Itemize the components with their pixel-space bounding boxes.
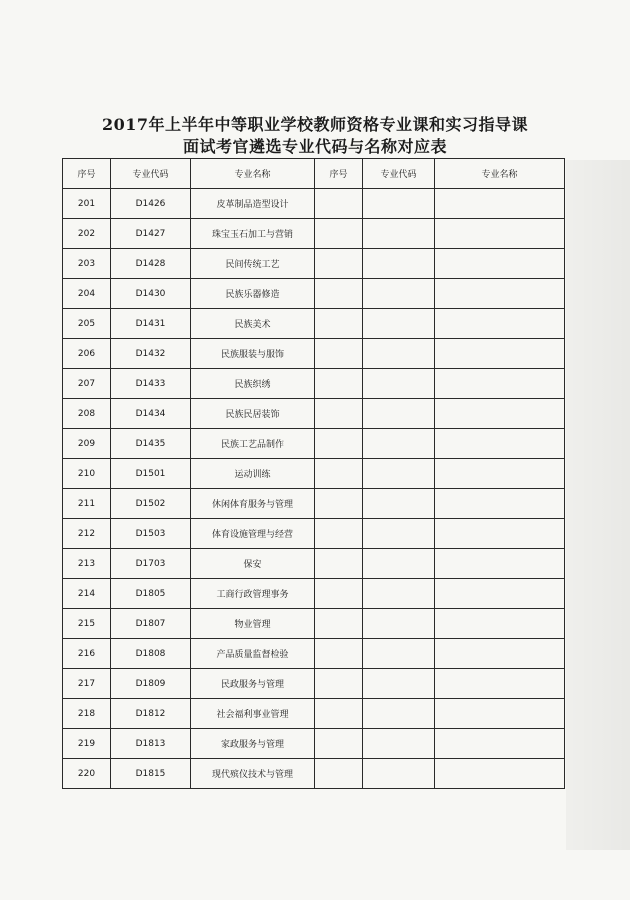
row-no: 217 [63, 669, 111, 699]
table-row [63, 519, 565, 549]
row-no: 205 [63, 309, 111, 339]
row-name: 珠宝玉石加工与营销 [191, 219, 315, 249]
row-name: 现代殡仪技术与管理 [191, 759, 315, 789]
table-row [63, 189, 565, 219]
row-name-right [435, 699, 565, 729]
row-code: D1426 [111, 189, 191, 219]
row-no-right [315, 399, 363, 429]
row-name-right [435, 519, 565, 549]
row-no-right [315, 519, 363, 549]
table-row [63, 609, 565, 639]
table-row [63, 429, 565, 459]
row-name: 皮革制品造型设计 [191, 189, 315, 219]
row-code-right [363, 549, 435, 579]
row-name-right [435, 279, 565, 309]
row-no: 218 [63, 699, 111, 729]
row-code: D1808 [111, 639, 191, 669]
row-code-right [363, 189, 435, 219]
row-no-right [315, 429, 363, 459]
row-no: 203 [63, 249, 111, 279]
document-title-line2: 面试考官遴选专业代码与名称对应表 [182, 137, 447, 156]
row-code: D1433 [111, 369, 191, 399]
row-name: 民政服务与管理 [191, 669, 315, 699]
table-header-row [63, 159, 565, 189]
header-code: 专业代码 [111, 159, 191, 189]
row-no-right [315, 219, 363, 249]
row-no-right [315, 579, 363, 609]
row-no-right [315, 759, 363, 789]
row-no-right [315, 699, 363, 729]
row-name-right [435, 459, 565, 489]
row-name-right [435, 549, 565, 579]
row-name: 工商行政管理事务 [191, 579, 315, 609]
row-name-right [435, 429, 565, 459]
row-name-right [435, 189, 565, 219]
row-code-right [363, 249, 435, 279]
row-no: 209 [63, 429, 111, 459]
row-name: 体育设施管理与经营 [191, 519, 315, 549]
row-no: 211 [63, 489, 111, 519]
row-code: D1428 [111, 249, 191, 279]
table-row [63, 369, 565, 399]
row-no: 220 [63, 759, 111, 789]
row-no-right [315, 459, 363, 489]
row-code-right [363, 219, 435, 249]
row-code: D1812 [111, 699, 191, 729]
code-name-table [62, 158, 565, 789]
row-code: D1501 [111, 459, 191, 489]
row-name-right [435, 219, 565, 249]
row-name: 物业管理 [191, 609, 315, 639]
row-name: 保安 [191, 549, 315, 579]
row-no-right [315, 279, 363, 309]
table-row [63, 579, 565, 609]
row-no-right [315, 639, 363, 669]
row-name-right [435, 309, 565, 339]
row-no: 201 [63, 189, 111, 219]
row-name: 民族民居装饰 [191, 399, 315, 429]
row-code-right [363, 579, 435, 609]
row-name-right [435, 489, 565, 519]
table-row [63, 549, 565, 579]
row-no: 204 [63, 279, 111, 309]
row-name-right [435, 669, 565, 699]
row-code: D1430 [111, 279, 191, 309]
row-no: 216 [63, 639, 111, 669]
row-name: 民族乐器修造 [191, 279, 315, 309]
row-code-right [363, 279, 435, 309]
row-name: 社会福利事业管理 [191, 699, 315, 729]
row-name-right [435, 639, 565, 669]
table-row [63, 669, 565, 699]
row-code-right [363, 459, 435, 489]
row-name-right [435, 339, 565, 369]
row-code-right [363, 639, 435, 669]
table-row [63, 489, 565, 519]
row-name-right [435, 729, 565, 759]
row-name: 民族工艺品制作 [191, 429, 315, 459]
header-no-right: 序号 [315, 159, 363, 189]
row-no: 208 [63, 399, 111, 429]
row-code-right [363, 699, 435, 729]
row-code: D1427 [111, 219, 191, 249]
row-name-right [435, 399, 565, 429]
row-code: D1434 [111, 399, 191, 429]
table-row [63, 399, 565, 429]
row-no: 214 [63, 579, 111, 609]
row-name: 民间传统工艺 [191, 249, 315, 279]
row-no: 212 [63, 519, 111, 549]
table-row [63, 729, 565, 759]
table-row [63, 249, 565, 279]
row-code-right [363, 369, 435, 399]
row-no: 210 [63, 459, 111, 489]
row-code-right [363, 489, 435, 519]
header-code-right: 专业代码 [363, 159, 435, 189]
row-code: D1815 [111, 759, 191, 789]
table-row [63, 219, 565, 249]
row-code-right [363, 669, 435, 699]
row-code: D1431 [111, 309, 191, 339]
row-no: 213 [63, 549, 111, 579]
row-name-right [435, 369, 565, 399]
header-name-right: 专业名称 [435, 159, 565, 189]
row-name: 家政服务与管理 [191, 729, 315, 759]
row-no: 219 [63, 729, 111, 759]
row-code: D1703 [111, 549, 191, 579]
row-code-right [363, 309, 435, 339]
table-row [63, 459, 565, 489]
row-code-right [363, 399, 435, 429]
row-code-right [363, 519, 435, 549]
row-name: 民族美术 [191, 309, 315, 339]
row-no: 207 [63, 369, 111, 399]
header-name: 专业名称 [191, 159, 315, 189]
row-name-right [435, 249, 565, 279]
row-code: D1813 [111, 729, 191, 759]
row-no-right [315, 669, 363, 699]
row-name: 民族服装与服饰 [191, 339, 315, 369]
row-no: 215 [63, 609, 111, 639]
row-no-right [315, 339, 363, 369]
row-code-right [363, 339, 435, 369]
row-name: 产品质量监督检验 [191, 639, 315, 669]
row-code: D1805 [111, 579, 191, 609]
row-code-right [363, 429, 435, 459]
row-code: D1432 [111, 339, 191, 369]
row-code-right [363, 609, 435, 639]
table-row [63, 339, 565, 369]
table-row [63, 309, 565, 339]
table-row [63, 279, 565, 309]
row-name-right [435, 759, 565, 789]
table-row [63, 759, 565, 789]
row-name-right [435, 579, 565, 609]
row-code-right [363, 729, 435, 759]
row-no: 202 [63, 219, 111, 249]
row-code: D1807 [111, 609, 191, 639]
row-code: D1809 [111, 669, 191, 699]
row-no-right [315, 249, 363, 279]
row-no-right [315, 309, 363, 339]
row-no-right [315, 189, 363, 219]
row-code: D1502 [111, 489, 191, 519]
row-code: D1435 [111, 429, 191, 459]
row-name: 运动训练 [191, 459, 315, 489]
row-no-right [315, 489, 363, 519]
row-name: 民族织绣 [191, 369, 315, 399]
table-row [63, 639, 565, 669]
row-no-right [315, 729, 363, 759]
row-no-right [315, 549, 363, 579]
row-no-right [315, 609, 363, 639]
row-code: D1503 [111, 519, 191, 549]
page-shadow [566, 160, 630, 850]
header-no: 序号 [63, 159, 111, 189]
table-row [63, 699, 565, 729]
row-no-right [315, 369, 363, 399]
row-code-right [363, 759, 435, 789]
row-no: 206 [63, 339, 111, 369]
row-name: 休闲体育服务与管理 [191, 489, 315, 519]
document-title-line1: 2017年上半年中等职业学校教师资格专业课和实习指导课 [101, 115, 529, 134]
row-name-right [435, 609, 565, 639]
